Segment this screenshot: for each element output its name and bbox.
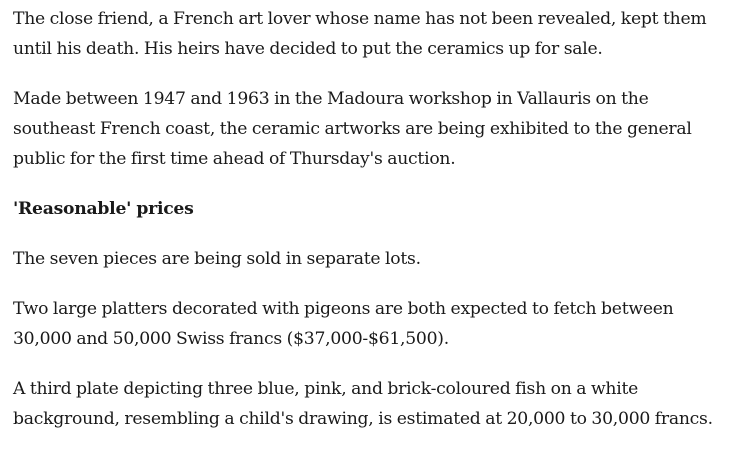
article-paragraph: The seven pieces are being sold in separate lots. [13,249,421,269]
article-body [13,4,735,454]
article-subheading: 'Reasonable' prices [13,199,194,219]
article-paragraph: A third plate depicting three blue, pink, and brick-coloured fish on a white background, resembling a child's drawing, is estimated at 20,000 to 30,000 francs. [13,379,713,429]
article-paragraph: The close friend, a French art lover whose name has not been revealed, kept them until his death. His heirs have decided to put the ceramics up for sale. [13,9,707,59]
article-paragraph: Two large platters decorated with pigeons are both expected to fetch between 30,000 and 50,000 Swiss francs ($37,000-$61,500). [13,299,674,349]
article-paragraph: Made between 1947 and 1963 in the Madoura workshop in Vallauris on the southeast French coast, the ceramic artworks are being exhibited to the general public for the first time ahead of Thursday's auction. [13,89,692,169]
